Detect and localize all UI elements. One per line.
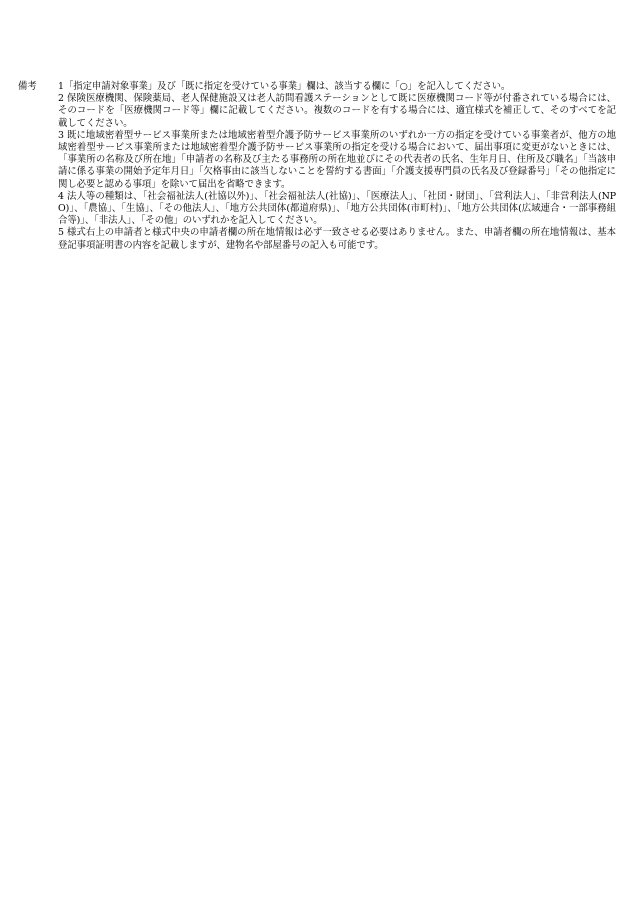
note-item-1: 1「指定申請対象事業」及び「既に指定を受けている事業」欄は、該当する欄に「○」を記入してください。 — [58, 81, 511, 92]
notes-section — [18, 81, 616, 252]
note-item-2: 2 保険医療機関、保険薬局、老人保健施設又は老人訪問看護ステーションとして既に医療機関コード等が付番されている場合には、そのコードを「医療機関コード等」欄に記載してください。複数のコードを有する場合には、適宜様式を補正して、そのすべてを記載してください。 — [58, 93, 616, 129]
note-item-3: 3 既に地域密着型サービス事業所または地域密着型介護予防サービス事業所のいずれか一方の指定を受けている事業者が、他方の地域密着型サービス事業所または地域密着型介護予防サービス事業所の指定を受ける場合において、届出事項に変更がないときには、「事業所の名称及び所在地」「申請者の名称及び主たる事務所の所在地並びにその代表者の氏名、生年月日、住所及び職名」「当該申請に係る事業の開始予定年月日」「欠格事由に該当しないことを誓約する書面」「介護支援専門員の氏名及び登録番号」「その他指定に関し必要と認める事項」を除いて届出を省略できます。 — [58, 129, 616, 190]
notes-list — [58, 81, 616, 252]
note-item-5: 5 様式右上の申請者と様式中央の申請者欄の所在地情報は必ず一致させる必要はありません。また、申請者欄の所在地情報は、基本登記事項証明書の内容を記載しますが、建物名や部屋番号の記入も可能です。 — [58, 227, 616, 251]
note-item-4: 4 法人等の種類は、「社会福祉法人(社協以外)」、「社会福祉法人(社協)」、「医療法人」、「社団・財団」、「営利法人」、「非営利法人(NPO)」、「農協」、「生協」、「その他法人」、「地方公共団体(都道府県)」、「地方公共団体(市町村)」、「地方公共団体(広域連合・一部事務組合等)」、「非法人」、「その他」のいずれかを記入してください。 — [58, 190, 616, 227]
notes-label: 備考 — [18, 81, 37, 92]
